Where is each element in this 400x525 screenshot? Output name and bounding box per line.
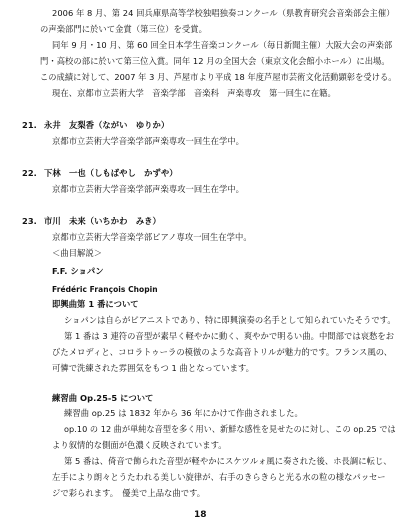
composer-japanese: F.F. ショパン xyxy=(52,266,104,276)
piece1-line: びたメロディと、コロラトゥーラの模倣のような高音トリルが魅力的です。フランス風の、 xyxy=(52,347,393,357)
entry-name: 永井 友梨香（ながい ゆりか） xyxy=(44,120,170,130)
piece2-line: より叙情的な側面が色濃く反映されています。 xyxy=(52,440,227,450)
composer-english: Frédéric François Chopin xyxy=(52,285,158,294)
entry-name: 下林 一也（しもばやし かずや） xyxy=(44,168,178,178)
piece1-title: 即興曲第 1 番について xyxy=(52,299,139,309)
commentary-heading: ＜曲目解説＞ xyxy=(52,248,103,258)
piece1-line: ショパンは自らがピアニストであり、特に即興演奏の名手として知られていたそうです。 xyxy=(64,315,396,325)
intro-line: 現在、京都市立芸術大学 音楽学部 音楽科 声楽専攻 第一回生に在籍。 xyxy=(52,88,336,98)
entry-number: 23. xyxy=(22,216,37,226)
entry-description: 京都市立芸術大学音楽学部ピアノ専攻一回生在学中。 xyxy=(52,232,252,242)
intro-line: この成績に対して、2007 年 3 月、芦屋市より平成 18 年度芦屋市芸術文化活動顕彰を受ける。 xyxy=(40,72,397,82)
page-number: 18 xyxy=(194,510,207,520)
intro-line: 門・高校の部に於いて第三位入賞。同年 12 月の全国大会（東京文化会館小ホール）に出場。 xyxy=(40,56,390,66)
entry-description: 京都市立芸術大学音楽学部声楽専攻一回生在学中。 xyxy=(52,136,244,146)
entry-number: 21. xyxy=(22,120,37,130)
piece2-line: 左手により朗々とうたわれる美しい旋律が、右手のきらきらと光る水の粒の様なパッセー xyxy=(52,472,386,482)
intro-line: 2006 年 8 月、第 24 回兵庫県高等学校独唱独奏コンクール（県教育研究会音楽部会主催） xyxy=(52,8,395,18)
piece2-line: 練習曲 op.25 は 1832 年から 36 年にかけて作曲されました。 xyxy=(64,408,303,418)
piece2-title: 練習曲 Op.25-5 について xyxy=(52,393,154,403)
piece2-line: ジで彩られます。 優美で上品な曲です。 xyxy=(52,488,206,498)
entry-name: 市川 未来（いちかわ みき） xyxy=(44,216,161,226)
entry-number: 22. xyxy=(22,168,37,178)
intro-line: の声楽部門に於いて金賞（第三位）を受賞。 xyxy=(40,24,207,34)
piece1-line: 第 1 番は 3 連符の音型が素早く軽やかに動く、爽やかで明るい曲。中間部では哀愁をお xyxy=(64,331,395,341)
piece1-line: 可憐で洗練された雰囲気をもつ 1 曲となっています。 xyxy=(52,363,255,373)
entry-description: 京都市立芸術大学音楽学部声楽専攻一回生在学中。 xyxy=(52,184,244,194)
piece2-line: op.10 の 12 曲が単純な音型を多く用い、新鮮な感性を見せたのに対し、この op.25 では xyxy=(64,424,396,434)
intro-line: 同年 9 月・10 月、第 60 回全日本学生音楽コンクール（毎日新聞主催）大阪大会の声楽部 xyxy=(52,40,393,50)
piece2-line: 第 5 番は、倚音で飾られた音型が軽やかにスケツルォ風に奏された後、ホ長調に転じ、 xyxy=(64,456,392,466)
